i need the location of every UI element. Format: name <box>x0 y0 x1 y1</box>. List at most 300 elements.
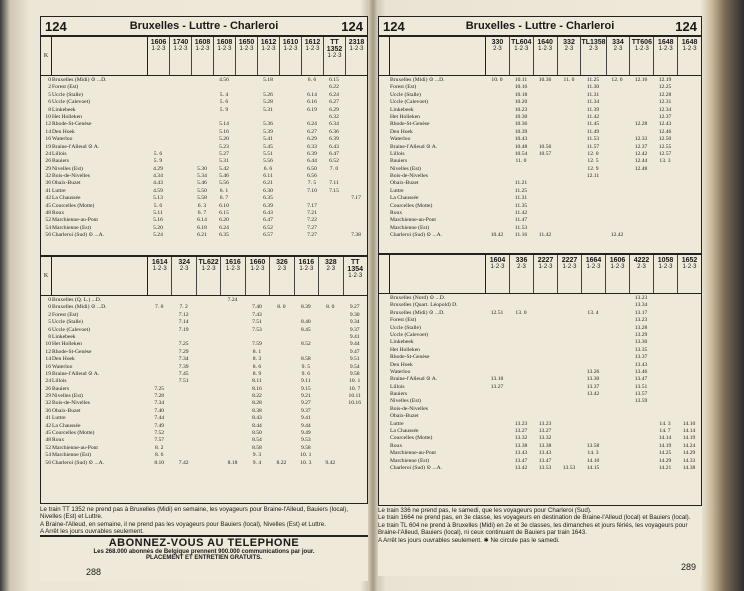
time-cell <box>196 356 220 363</box>
train-number: 1604 <box>489 257 506 264</box>
time-cell <box>605 458 629 465</box>
time-cell <box>213 84 235 91</box>
time-cell <box>169 195 191 202</box>
time-cell <box>345 151 367 158</box>
timetable-rows <box>41 77 367 240</box>
time-cell <box>653 310 677 317</box>
time-cell <box>171 334 195 341</box>
time-cell <box>605 217 629 224</box>
station-name: Obaix-Buzet <box>390 413 419 420</box>
time-cell <box>605 302 629 309</box>
time-cell <box>581 295 605 302</box>
time-cell <box>581 195 605 202</box>
station-name: Forest (Est) <box>390 317 417 324</box>
time-cell: 6.56 <box>307 173 317 180</box>
timetable-row <box>379 421 701 428</box>
time-cell: 7.14 <box>178 319 189 326</box>
time-cell: 5. 6 <box>153 202 163 209</box>
time-cell <box>147 378 171 385</box>
time-cell <box>169 180 191 187</box>
time-cell <box>677 398 701 405</box>
time-cell <box>485 203 509 210</box>
time-cell <box>557 391 581 398</box>
time-cell <box>318 400 342 407</box>
time-cell: 5.36 <box>263 121 273 128</box>
time-cell <box>279 210 301 217</box>
time-cell <box>235 232 257 239</box>
km-cell <box>379 158 390 165</box>
timetable-block-1 <box>378 36 702 254</box>
time-cell <box>605 295 629 302</box>
time-cell <box>605 443 629 450</box>
timetable-row <box>41 378 367 385</box>
km-cell: 24 <box>45 378 51 385</box>
time-cell <box>533 129 557 136</box>
time-cell: 12.28 <box>634 121 648 128</box>
time-cell <box>318 415 342 422</box>
time-cell: 13.23 <box>514 420 528 427</box>
time-cell: 13.17 <box>634 309 648 316</box>
time-cell: 12. 0 <box>611 77 623 83</box>
time-cell <box>677 332 701 339</box>
time-cell <box>279 166 301 173</box>
time-cell: 13.30 <box>634 339 648 346</box>
km-cell: 14 <box>45 356 51 363</box>
time-cell <box>196 364 220 371</box>
time-cell: 14.10 <box>586 457 600 464</box>
station-name: Het Holleken <box>390 346 420 353</box>
train-column-header <box>607 37 631 75</box>
time-cell <box>509 384 533 391</box>
time-cell <box>509 354 533 361</box>
time-cell: 13.53 <box>538 464 552 471</box>
time-cell: 6.21 <box>197 232 207 239</box>
time-cell: 13.27 <box>514 428 528 435</box>
time-cell <box>345 225 367 232</box>
time-cell <box>169 151 191 158</box>
km-cell <box>379 129 390 136</box>
class-label: 1·2·3 <box>239 46 254 52</box>
time-cell <box>605 129 629 136</box>
time-cell <box>581 354 605 361</box>
time-cell: 6.57 <box>263 232 273 239</box>
time-cell <box>653 384 677 391</box>
time-cell: 7.24 <box>227 297 238 303</box>
time-cell <box>677 99 701 106</box>
station-name: La Chaussée <box>52 195 81 202</box>
time-cell <box>323 217 345 224</box>
class-label: 1·2·3 <box>152 266 167 272</box>
km-cell <box>379 428 390 435</box>
time-cell <box>235 180 257 187</box>
time-cell <box>343 415 367 422</box>
time-cell: 14.15 <box>586 464 600 471</box>
time-cell <box>196 393 220 400</box>
time-cell <box>653 369 677 376</box>
station-name: Uccle (Stalle) <box>52 91 83 98</box>
time-cell <box>279 107 301 114</box>
ad-line: PLACEMENT ET ENTRETIEN GRATUITS. <box>146 555 262 561</box>
timetable-row <box>41 408 367 415</box>
time-cell: 9. 3 <box>252 452 262 459</box>
km-cell: 26 <box>45 385 51 392</box>
time-cell <box>147 319 171 326</box>
timetable-row <box>41 319 367 326</box>
timetable-row <box>379 354 701 361</box>
time-cell <box>169 217 191 224</box>
footnote: Le train 336 ne prend pas, le samedi, que les voyageurs pour Charleroi (Sud). <box>378 507 592 514</box>
time-cell <box>677 347 701 354</box>
time-cell <box>677 166 701 173</box>
time-cell: 13.38 <box>538 442 552 449</box>
timetable-row <box>379 450 701 457</box>
time-cell: 13.32 <box>538 435 552 442</box>
class-label: 1·2·3 <box>250 266 265 272</box>
time-cell: 13.58 <box>586 442 600 449</box>
station-name: Den Hoek <box>390 128 413 135</box>
time-cell: 5. 6 <box>153 150 163 157</box>
time-cell <box>169 158 191 165</box>
time-cell <box>196 386 220 393</box>
train-column-header <box>630 255 654 293</box>
time-cell <box>235 188 257 195</box>
time-cell <box>557 413 581 420</box>
time-cell <box>605 362 629 369</box>
timetable-rows <box>379 295 701 472</box>
footnotes <box>378 507 702 544</box>
km-cell <box>379 413 390 420</box>
time-cell <box>605 325 629 332</box>
time-cell <box>557 443 581 450</box>
time-cell: 5.16 <box>219 128 229 135</box>
time-cell <box>557 166 581 173</box>
station-name: Braine-l'Alleud ⊙ A. <box>52 370 100 377</box>
time-cell <box>509 317 533 324</box>
time-cell: 4.59 <box>153 187 163 194</box>
time-cell: 8.22 <box>276 459 287 466</box>
km-cell: 0 <box>48 77 51 83</box>
train-column-header <box>221 257 245 295</box>
timetable-row <box>41 129 367 136</box>
time-cell <box>279 180 301 187</box>
time-cell: 10. 0 <box>491 77 503 83</box>
time-cell <box>485 151 509 158</box>
km-cell: 48 <box>45 437 51 444</box>
time-cell: 7.27 <box>307 232 317 239</box>
time-cell: 7. 0 <box>329 165 339 172</box>
time-cell <box>301 84 323 91</box>
time-cell: 11. 0 <box>563 77 575 83</box>
time-cell: 6.14 <box>197 217 207 224</box>
timetable-row <box>379 302 701 309</box>
timetable-row <box>41 356 367 363</box>
timetable-block-2 <box>378 254 702 506</box>
km-cell <box>379 180 390 187</box>
time-cell <box>147 334 171 341</box>
time-cell: 12.25 <box>658 84 672 91</box>
time-cell: 7.49 <box>154 422 165 429</box>
station-name: Bruxelles (Q. L.) ...D. <box>52 297 102 303</box>
time-cell <box>345 203 367 210</box>
timetable-row <box>41 188 367 195</box>
time-cell: 6.52 <box>263 224 273 231</box>
time-cell <box>196 327 220 334</box>
km-cell <box>379 443 390 450</box>
timetable-row <box>41 144 367 151</box>
time-cell <box>269 445 293 452</box>
station-name: Bruxelles (Midi) ⊙ ...D. <box>52 304 107 311</box>
station-name: Luttre <box>390 420 404 427</box>
station-name: Courcelles (Motte) <box>52 430 95 437</box>
class-label: 1·2·3 <box>586 264 601 270</box>
time-cell <box>533 121 557 128</box>
station-name: Den Hoek <box>52 128 75 135</box>
time-cell: 13.46 <box>634 368 648 375</box>
class-label: 1·2·3 <box>305 46 320 52</box>
timetable-row <box>379 384 701 391</box>
time-cell <box>605 435 629 442</box>
time-cell <box>171 445 195 452</box>
time-cell <box>581 413 605 420</box>
time-cell <box>653 347 677 354</box>
time-cell: 6.47 <box>263 217 273 224</box>
station-name: Roux <box>390 442 403 449</box>
km-cell <box>379 295 390 302</box>
train-column-header <box>172 257 196 295</box>
time-cell <box>220 408 244 415</box>
station-name: Marchienne (Est) <box>390 457 429 464</box>
time-cell: 10. 7 <box>349 385 361 392</box>
time-cell: 9.30 <box>349 311 360 318</box>
time-cell <box>509 332 533 339</box>
time-cell <box>533 398 557 405</box>
time-cell <box>677 310 701 317</box>
time-cell: 6.24 <box>329 91 339 98</box>
km-cell <box>379 391 390 398</box>
time-cell: 13.37 <box>586 383 600 390</box>
time-cell: 13.47 <box>514 457 528 464</box>
time-cell <box>279 121 301 128</box>
timetable-row <box>41 297 367 304</box>
time-cell: 14.25 <box>658 450 672 457</box>
footnote: A Arrêt les jours ouvrables seulement. ✱ Ne circule pas le samedi. <box>378 536 560 544</box>
time-cell <box>581 203 605 210</box>
time-cell: 13.26 <box>586 368 600 375</box>
ad-title: ABONNEZ-VOUS AU TELEPHONE <box>108 537 300 549</box>
time-cell <box>677 158 701 165</box>
time-cell <box>169 121 191 128</box>
km-cell: 48 <box>45 210 51 217</box>
time-cell <box>169 225 191 232</box>
km-cell: 24 <box>45 150 51 157</box>
time-cell <box>533 180 557 187</box>
time-cell: 5.46 <box>197 180 207 187</box>
time-cell <box>581 428 605 435</box>
time-cell: 6.29 <box>329 106 339 113</box>
train-column-header <box>280 37 302 75</box>
km-cell: 2 <box>48 84 51 91</box>
time-cell <box>485 210 509 217</box>
time-cell: 11.25 <box>514 187 528 194</box>
time-cell: 7. 5 <box>307 180 317 187</box>
time-cell <box>485 317 509 324</box>
time-cell: 5.41 <box>263 136 273 143</box>
km-cell: 54 <box>45 224 51 231</box>
table-number: 124 <box>341 18 363 34</box>
time-cell: 11.42 <box>514 210 528 217</box>
time-cell: 6.39 <box>307 150 317 157</box>
time-cell <box>235 158 257 165</box>
time-cell: 13.51 <box>634 383 648 390</box>
right-page <box>378 16 702 576</box>
time-cell <box>279 151 301 158</box>
time-cell <box>533 413 557 420</box>
time-cell <box>677 121 701 128</box>
station-name: Nivelles (Est) <box>52 393 83 400</box>
time-cell: 6.19 <box>307 106 317 113</box>
timetable-row <box>379 203 701 210</box>
time-cell <box>557 188 581 195</box>
time-cell: 5.42 <box>219 165 229 172</box>
station-name: Roux <box>52 210 65 217</box>
time-cell: 6. 6 <box>307 77 317 83</box>
km-cell: 8 <box>48 106 51 113</box>
train-number: 328 <box>324 259 337 266</box>
time-cell <box>581 339 605 346</box>
time-cell <box>269 430 293 437</box>
time-cell <box>269 327 293 334</box>
time-cell <box>220 430 244 437</box>
time-cell <box>533 107 557 114</box>
time-cell <box>191 114 213 121</box>
time-cell <box>629 225 653 232</box>
timetable-row <box>41 195 367 202</box>
time-cell <box>581 398 605 405</box>
time-cell <box>557 339 581 346</box>
time-cell <box>581 435 605 442</box>
time-cell <box>279 173 301 180</box>
time-cell <box>235 203 257 210</box>
time-cell: 7.11 <box>329 180 339 187</box>
time-cell: 8.28 <box>252 400 262 407</box>
time-cell: 5.56 <box>263 158 273 165</box>
time-cell <box>269 349 293 356</box>
station-name: Nivelles (Est) <box>390 165 421 172</box>
station-name: Waterloo <box>390 368 411 375</box>
station-name: Het Holleken <box>52 341 82 348</box>
time-cell <box>485 217 509 224</box>
time-cell <box>171 393 195 400</box>
class-label: 2·3 <box>517 264 526 270</box>
time-cell <box>629 465 653 472</box>
time-cell <box>169 129 191 136</box>
timetable-row <box>41 327 367 334</box>
time-cell <box>343 460 367 467</box>
time-cell <box>147 92 169 99</box>
time-cell <box>318 452 342 459</box>
train-number: 1608 <box>194 39 211 46</box>
time-cell <box>345 92 367 99</box>
train-number: 332 <box>563 39 575 46</box>
time-cell <box>169 92 191 99</box>
time-cell: 9.44 <box>349 341 360 348</box>
time-cell: 14.10 <box>682 420 696 427</box>
time-cell: 11. 0 <box>515 158 527 165</box>
station-name: Bauiers <box>52 158 70 165</box>
time-cell <box>581 347 605 354</box>
train-column-header <box>319 257 343 295</box>
train-number: 1616 <box>225 259 241 266</box>
station-name: Uccle (Calevoet) <box>52 99 91 106</box>
time-cell: 6.44 <box>307 158 317 165</box>
left-page <box>40 16 368 581</box>
time-cell <box>533 225 557 232</box>
time-cell <box>294 349 318 356</box>
km-cell <box>379 376 390 383</box>
time-cell <box>279 129 301 136</box>
time-cell <box>345 217 367 224</box>
timetable-row <box>41 445 367 452</box>
time-cell: 6.18 <box>197 224 207 231</box>
time-cell <box>557 107 581 114</box>
time-cell <box>191 158 213 165</box>
time-cell <box>147 349 171 356</box>
time-cell: 5.16 <box>153 217 163 224</box>
time-cell: 6.47 <box>329 150 339 157</box>
time-cell <box>509 413 533 420</box>
time-cell <box>269 415 293 422</box>
time-cell <box>169 188 191 195</box>
time-cell: 10.36 <box>514 121 528 128</box>
time-cell <box>171 415 195 422</box>
time-cell <box>581 180 605 187</box>
time-cell <box>343 423 367 430</box>
time-cell <box>235 136 257 143</box>
time-cell <box>533 339 557 346</box>
time-cell: 8.22 <box>252 393 262 400</box>
time-cell <box>191 107 213 114</box>
time-cell: 12.50 <box>658 136 672 143</box>
station-name: Bois-de-Nivelles <box>390 173 428 180</box>
km-cell: 0 <box>48 297 51 303</box>
time-cell <box>557 99 581 106</box>
time-cell <box>269 437 293 444</box>
time-cell <box>235 217 257 224</box>
time-cell: 8. 6 <box>252 363 262 370</box>
time-cell <box>279 92 301 99</box>
km-cell <box>379 347 390 354</box>
time-cell: 8. 1 <box>252 348 262 355</box>
timetable-row <box>379 362 701 369</box>
time-cell <box>323 195 345 202</box>
time-cell <box>533 173 557 180</box>
class-label: 1·2·3 <box>658 46 673 52</box>
time-cell: 6.36 <box>329 128 339 135</box>
time-cell: 8. 9 <box>252 370 262 377</box>
time-cell <box>345 180 367 187</box>
time-cell <box>509 339 533 346</box>
time-cell <box>677 295 701 302</box>
time-cell: 5.23 <box>219 143 229 150</box>
station-name: Den Hoek <box>52 356 75 363</box>
timetable-row <box>41 84 367 91</box>
train-number: TL604 <box>511 39 532 46</box>
time-cell <box>318 334 342 341</box>
km-cell: 32 <box>45 173 51 180</box>
time-cell: 14.14 <box>658 435 672 442</box>
time-cell: 13.47 <box>538 457 552 464</box>
station-name: Braine-l'Alleud ⊙ A. <box>52 143 100 150</box>
